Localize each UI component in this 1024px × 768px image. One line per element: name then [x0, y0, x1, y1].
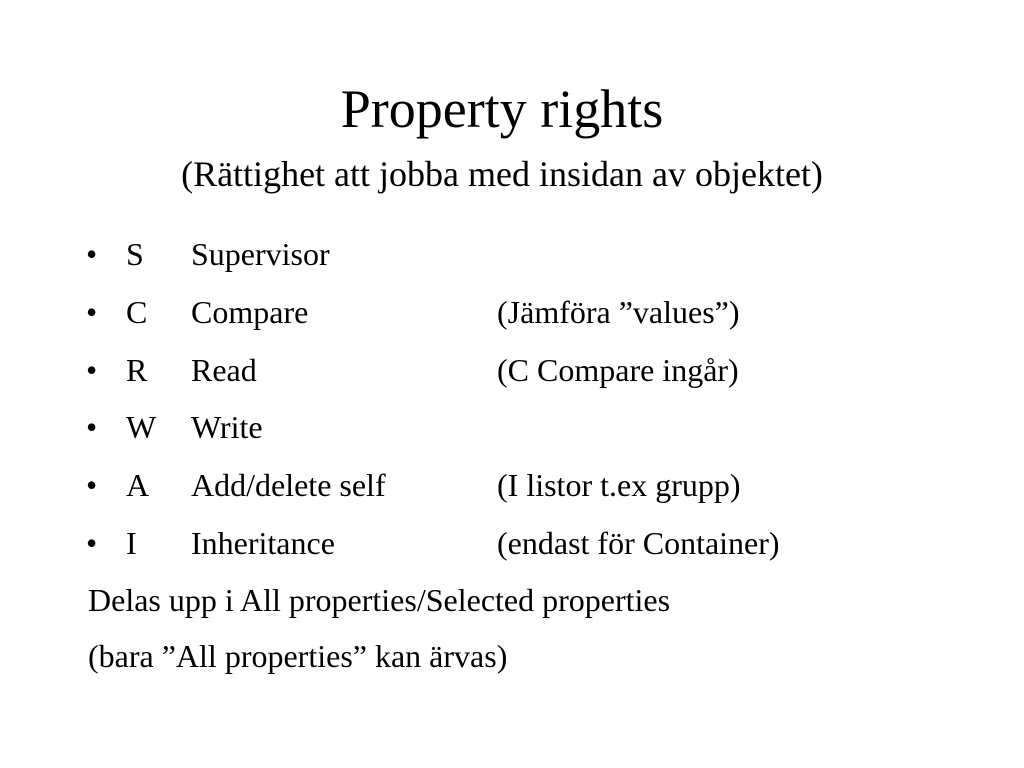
bullet-marker: •: [86, 524, 98, 561]
right-code: W: [126, 409, 157, 446]
right-note: (C Compare ingår): [497, 351, 739, 388]
footer-line: Delas upp i All properties/Selected properties: [88, 582, 671, 618]
right-name: Supervisor: [191, 236, 330, 272]
list-item: [0, 465, 1024, 523]
right-name: Compare: [191, 293, 309, 330]
list-item: [0, 523, 1024, 581]
rights-list: [0, 234, 1024, 581]
right-name: Read: [191, 351, 257, 388]
footer-line: (bara ”All properties” kan ärvas): [88, 638, 508, 674]
slide-title: Property rights: [340, 79, 664, 139]
right-code: S: [126, 236, 144, 272]
bullet-marker: •: [86, 351, 98, 388]
bullet-marker: •: [86, 293, 98, 330]
right-name: Inheritance: [191, 524, 335, 561]
list-item: [0, 350, 1024, 408]
list-item: [0, 292, 1024, 350]
bullet-marker: •: [86, 467, 98, 504]
right-code: I: [126, 524, 137, 561]
right-code: A: [126, 467, 150, 504]
right-name: Add/delete self: [191, 467, 386, 504]
right-note: (Jämföra ”values”): [497, 293, 740, 330]
right-code: R: [126, 351, 148, 388]
right-note: (endast för Container): [497, 524, 780, 561]
list-item: [0, 234, 1024, 292]
right-name: Write: [191, 409, 263, 446]
list-item: [0, 407, 1024, 465]
bullet-marker: •: [86, 236, 98, 272]
bullet-marker: •: [86, 409, 98, 446]
slide-subtitle: (Rättighet att jobba med insidan av objektet): [181, 154, 823, 194]
right-code: C: [126, 293, 148, 330]
right-note: (I listor t.ex grupp): [497, 467, 741, 504]
